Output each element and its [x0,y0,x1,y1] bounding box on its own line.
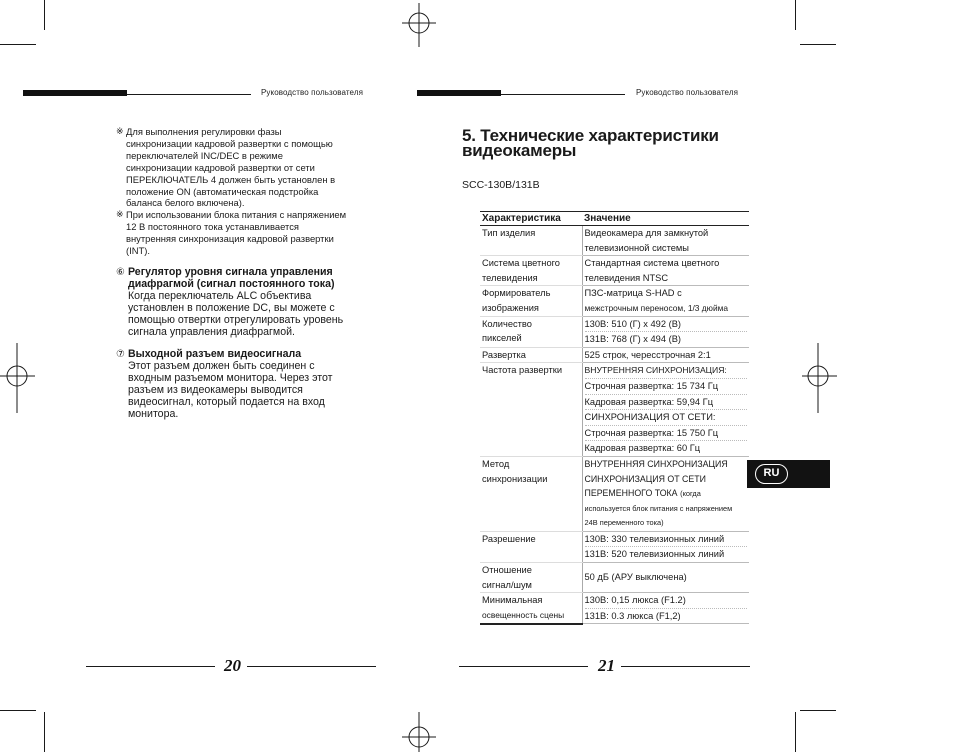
value-line: 130В: 510 (Г) x 492 (В) [584,318,682,329]
note-line: 12 В постоянного тока устанавливается [126,221,299,233]
label-line: сигнал/шум [482,579,532,590]
note-line: баланса белого включена). [126,197,245,209]
spec-value [582,531,749,562]
table-row [480,226,749,256]
value-line: используется блок питания с напряжением [584,503,733,513]
page-number-left: 20 [224,656,241,675]
note-item [116,209,378,257]
note-line: (INT). [126,245,150,257]
spec-label [480,456,582,531]
note-line: переключателей INC/DEC в режиме [126,149,283,161]
value-line: СИНХРОНИЗАЦИЯ ОТ СЕТИ: [585,409,748,425]
label-line: освещенность сцены [482,609,565,620]
value-line: 130В: 0,15 люкса (F1.2) [584,595,686,606]
value-line: телевизионной системы [584,242,689,253]
title-line: видеокамеры [462,141,577,160]
language-tab [747,460,830,488]
label-line: Система цветного [482,258,560,269]
note-line: ПЕРЕКЛЮЧАТЕЛЬ 4 должен быть установлен в [126,173,336,185]
spec-value [582,226,749,256]
value-line: Кадровая развертка: 60 Гц [585,440,748,456]
spec-value [582,316,749,347]
spec-value [582,363,749,457]
value-line: СИНХРОНИЗАЦИЯ ОТ СЕТИ [584,473,706,484]
value-line: 50 дБ (АРУ выключена) [584,572,687,583]
footer-rule-left-b [247,666,376,667]
spec-value [582,563,749,593]
label-line: Минимальная [482,595,543,606]
table-row [480,316,749,347]
label-line: Разрешение [482,533,536,544]
value-line: Строчная развертка: 15 734 Гц [585,378,748,394]
header-bar-right [417,90,501,96]
section-body-line: Этот разъем должен быть соединен с [128,359,315,372]
table-row [480,563,749,593]
spec-label [480,347,582,363]
table-row [480,256,749,286]
section-number: ⑥ [116,267,125,278]
spec-label [480,563,582,593]
label-line: Тип изделия [482,228,536,238]
section-body-line: разъем из видеокамеры выводится [128,383,303,396]
spec-label [480,316,582,347]
note-line: синхронизации кадровой развертки от сети [126,161,315,173]
value-line: Строчная развертка: 15 750 Гц [585,425,748,441]
column-header: Значение [582,212,749,226]
header-rule-left [127,94,251,95]
model-number: SCC-130B/131B [462,179,540,191]
section-body-line: сигнала управления диафрагмой. [128,325,295,338]
notes-block [116,126,378,257]
note-line: синхронизации кадровой развертки с помощью [126,137,333,149]
label-line: Развертка [482,349,526,360]
value-line: ВНУТРЕННЯЯ СИНХРОНИЗАЦИЯ [584,458,728,469]
note-item [116,126,378,209]
value-line: телевидения NTSC [584,272,669,283]
value-line: Стандартная система цветного [584,258,720,269]
spec-value [582,593,749,624]
note-line: При использовании блока питания с напряжением [126,209,347,221]
language-badge: RU [755,464,788,484]
section-heading: Регулятор уровня сигнала управления [128,266,333,278]
header-bar-left [23,90,127,96]
table-row [480,593,749,624]
value-line: (когда [680,489,701,499]
spec-label [480,593,582,624]
crop-mark [800,44,836,45]
crop-mark [0,44,36,45]
value-line: 131В: 0.3 люкса (F1,2) [585,608,748,624]
page-title [462,128,762,158]
reference-mark-icon: ※ [116,126,124,136]
crop-mark [0,710,36,711]
label-line: синхронизации [482,473,548,484]
label-line: пикселей [482,333,522,344]
spec-label [480,286,582,316]
value-line: межстрочным переносом, 1/3 дюйма [584,302,729,313]
spec-value [582,456,749,531]
value-line: ВНУТРЕННЯЯ СИНХРОНИЗАЦИЯ: [584,365,727,376]
title-line: 5. Технические характеристики [462,126,719,145]
value-line: 130В: 330 телевизионных линий [584,533,725,544]
table-row [480,456,749,531]
section-body-line: Когда переключатель ALC объектива [128,289,312,302]
table-row [480,347,749,363]
label-line: Формирователь [482,288,551,299]
label-line: Отношение [482,565,532,576]
value-line: 131В: 520 телевизионных линий [585,546,748,562]
registration-mark-bottom [400,712,438,752]
spec-label [480,531,582,562]
spec-label [480,363,582,457]
footer-rule-left-a [86,666,215,667]
label-line: Частота развертки [482,365,563,376]
crop-mark [800,710,836,711]
crop-mark [795,712,796,752]
note-line: внутренняя синхронизация кадровой развертки [126,233,334,245]
page-number-right: 21 [598,656,615,675]
section-body-line: помощью отвертки отрегулировать уровень [128,313,344,326]
section-body-line: видеосигнал, который подается на вход [128,395,325,408]
registration-mark-top [400,3,438,47]
section-body-line: входным разъемом монитора. Через этот [128,371,333,384]
note-line: положение ON (автоматическая подстройка [126,185,319,197]
header-rule-right [501,94,625,95]
value-line: Кадровая развертка: 59,94 Гц [585,394,748,410]
spec-value [582,286,749,316]
running-head-right: Руководство пользователя [636,88,739,97]
crop-mark [44,712,45,752]
crop-mark [44,0,45,30]
reference-mark-icon: ※ [116,209,124,220]
label-line: изображения [482,302,539,313]
footer-rule-right-a [459,666,588,667]
crop-mark [795,0,796,30]
section-video-output [116,349,384,420]
footer-rule-right-b [621,666,750,667]
running-head-left: Руководство пользователя [261,88,364,97]
table-row [480,286,749,316]
spec-label [480,226,582,256]
spec-value [582,347,749,363]
value-line: ПЕРЕМЕННОГО ТОКА [584,488,678,499]
table-row [480,531,749,562]
section-iris-control [116,267,384,338]
label-line: Количество [482,318,532,329]
registration-mark-left [0,343,36,413]
value-line: 24В переменного тока) [584,518,664,528]
section-body-line: монитора. [128,407,179,420]
section-heading: Выходной разъем видеосигнала [128,348,302,360]
spec-table [480,211,749,625]
value-line: Видеокамера для замкнутой [584,228,709,238]
registration-mark-right [800,343,838,413]
value-line: 131В: 768 (Г) x 494 (В) [585,331,748,347]
section-heading: диафрагмой (сигнал постоянного тока) [128,277,335,290]
section-body-line: установлен в положение DC, вы можете с [128,301,335,314]
note-line: Для выполнения регулировки фазы [126,126,282,137]
spec-label [480,256,582,286]
table-header-row [480,212,749,226]
label-line: телевидения [482,272,538,283]
spec-value [582,256,749,286]
value-line: ПЗС-матрица S-HAD с [584,288,682,299]
column-header: Характеристика [480,212,582,226]
table-row [480,363,749,457]
value-line: 525 строк, чересстрочная 2:1 [584,349,711,360]
section-number: ⑦ [116,349,125,360]
label-line: Метод [482,458,510,469]
